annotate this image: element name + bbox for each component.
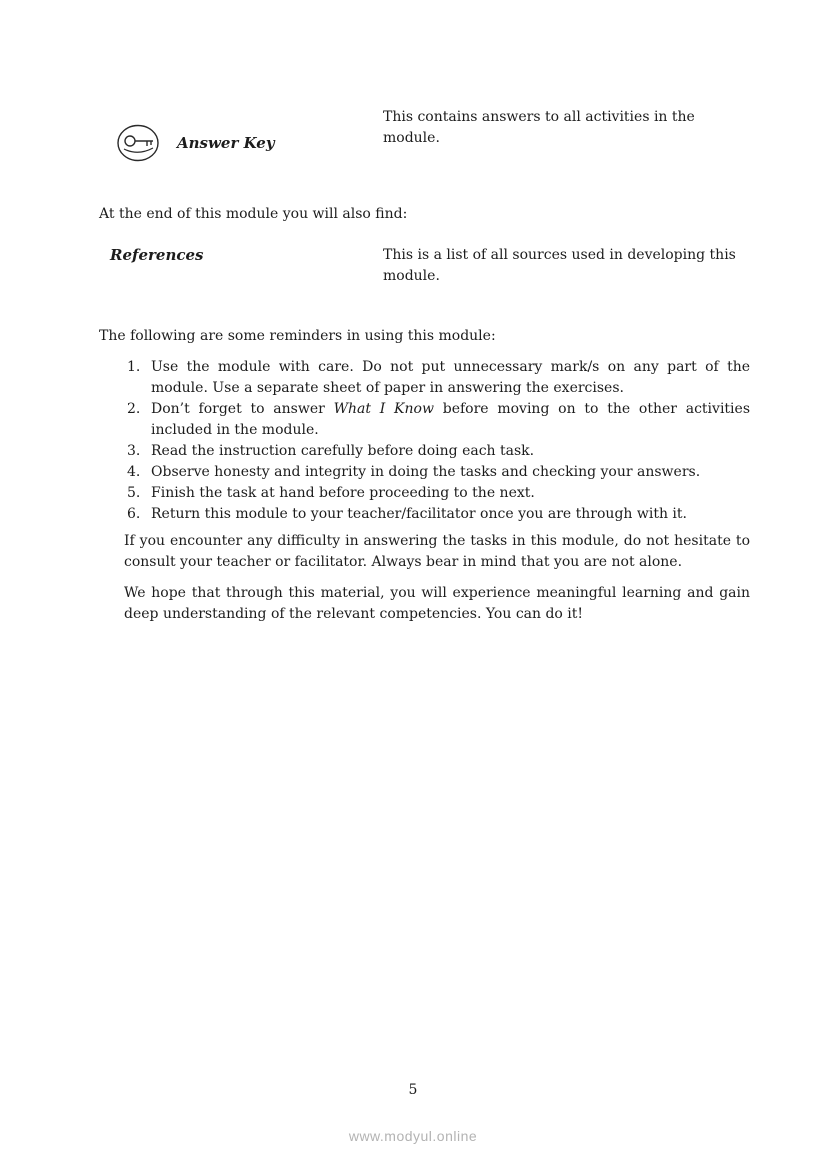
reminders-intro-text: The following are some reminders in using this module: xyxy=(99,328,496,344)
reminder-item xyxy=(127,504,750,525)
references-description: This is a list of all sources used in developing this module. xyxy=(383,247,736,284)
reminder-text: Observe honesty and integrity in doing the tasks and checking your answers. xyxy=(151,464,701,480)
reminder-text-italic: What I Know xyxy=(333,401,434,417)
reminder-text: Use the module with care. Do not put unnecessary mark/s on any part of the module. Use a separate sheet of paper in answering the exercises. xyxy=(151,359,750,396)
reminder-item xyxy=(127,399,750,441)
reminder-number: 4. xyxy=(127,464,141,480)
key-icon xyxy=(116,121,160,165)
reminder-text-suffix: before moving on to the other activities included in the module. xyxy=(151,401,750,438)
answer-key-description: This contains answers to all activities in the module. xyxy=(383,109,695,146)
references-label: References xyxy=(110,246,204,264)
reminder-text xyxy=(151,399,750,441)
closing-paragraph: If you encounter any difficulty in answering the tasks in this module, do not hesitate to consult your teacher or facilitator. Always bear in mind that you are not alone. xyxy=(124,533,750,570)
answer-key-label: Answer Key xyxy=(177,134,275,152)
closing-paragraph: We hope that through this material, you will experience meaningful learning and gain deep understanding of the relevant competencies. You can do it! xyxy=(124,585,750,622)
reminder-number: 2. xyxy=(127,401,141,417)
reminder-number: 1. xyxy=(127,359,141,375)
page-number: 5 xyxy=(408,1082,418,1098)
watermark-text: www.modyul.online xyxy=(348,1128,478,1144)
reminder-number: 3. xyxy=(127,443,141,459)
reminder-item xyxy=(127,483,750,504)
reminders-list xyxy=(127,357,750,525)
reminder-number: 5. xyxy=(127,485,141,501)
find-intro-text: At the end of this module you will also find: xyxy=(99,206,408,222)
reminder-text: Return this module to your teacher/facilitator once you are through with it. xyxy=(151,506,687,522)
reminder-item xyxy=(127,462,750,483)
reminder-number: 6. xyxy=(127,506,141,522)
reminder-item xyxy=(127,357,750,399)
reminder-text: Read the instruction carefully before doing each task. xyxy=(151,443,535,459)
reminder-item xyxy=(127,441,750,462)
reminder-text-prefix: Don’t forget to answer xyxy=(151,401,334,417)
reminder-text: Finish the task at hand before proceeding to the next. xyxy=(151,485,535,501)
